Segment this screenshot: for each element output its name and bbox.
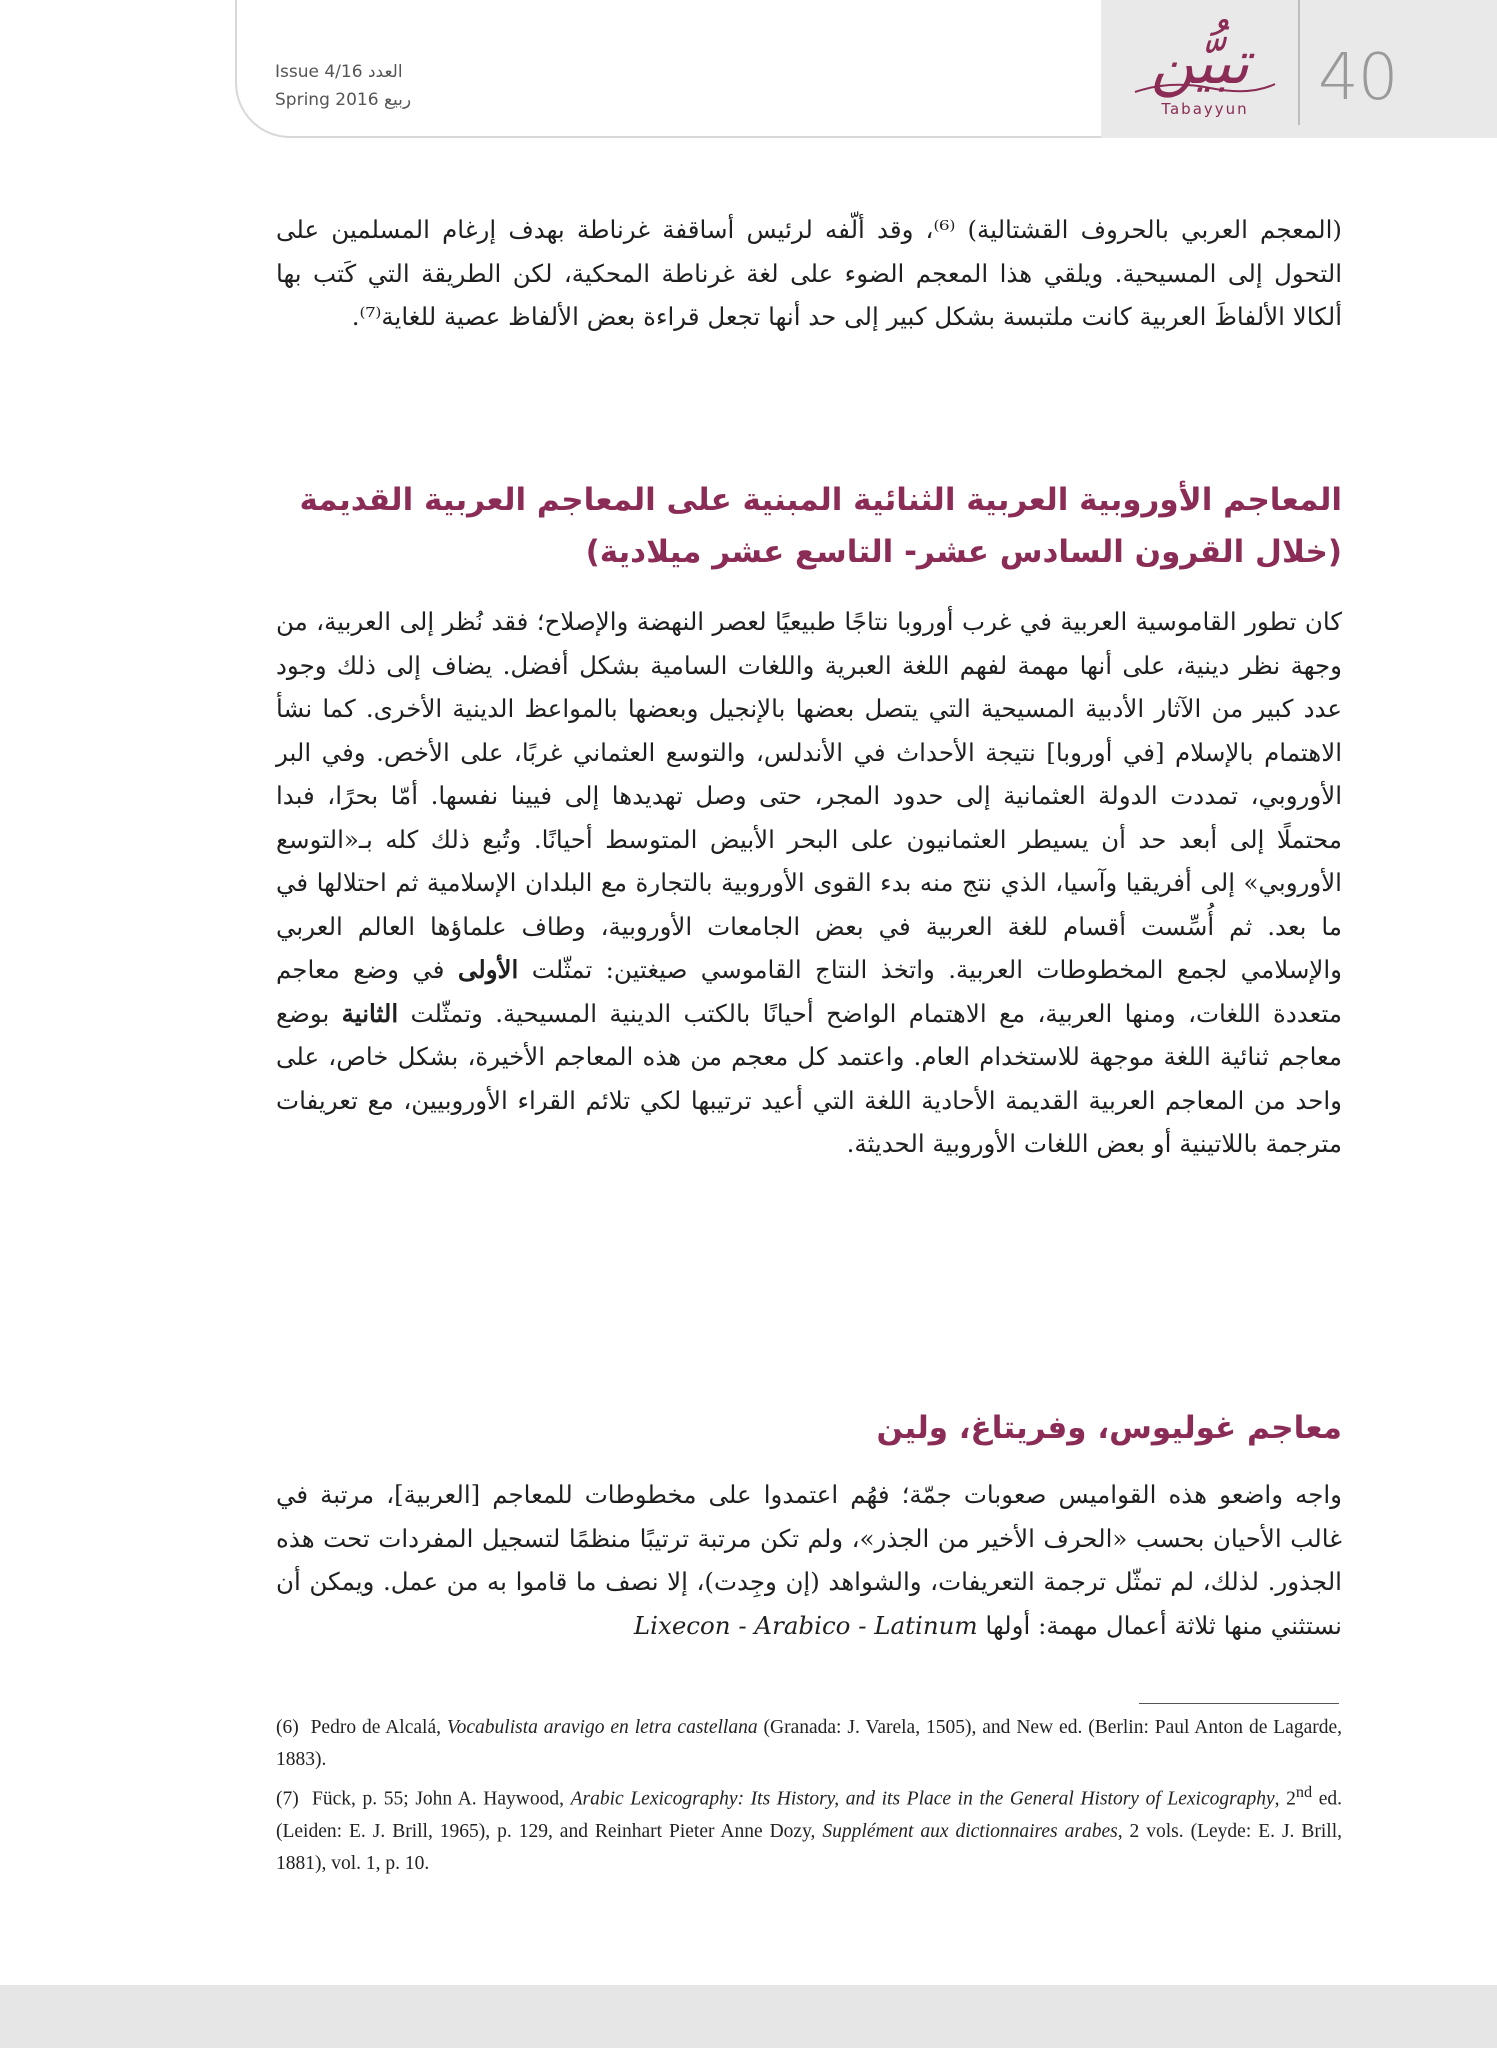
paragraph-2-bold-first: الأولى — [457, 955, 519, 984]
paragraph-3-text — [276, 1473, 1342, 1647]
paragraph-2-part-a: كان تطور القاموسية العربية في غرب أوروبا نتاجًا طبيعيًا لعصر النهضة والإصلاح؛ فقد نُظر إلى العربية، من وجهة نظر دينية، على أنها مهمة لفهم اللغة العبرية واللغات السامية بشكل أفضل. يضاف إلى ذلك وجود عدد كبير من الآثار الأدبية المسيحية التي يتصل بعضها بالإنجيل وبعضها بالمواعظ الدينية الأخرى. كما نشأ الاهتمام بالإسلام [في أوروبا] نتيجة الأحداث في الأندلس، والتوسع العثماني غربًا، على الأخص. وفي البر الأوروبي، تمددت الدولة العثمانية إلى حدود المجر، حتى وصل تهديدها إلى فيينا نفسها. أمّا بحرًا، فبدا محتملًا إلى أبعد حد أن يسيطر العثمانيون على البحر الأبيض المتوسط أحيانًا. وتُبع ذلك كله بـ«التوسع الأوروبي» إلى أفريقيا وآسيا، الذي نتج منه بدء القوى الأوروبية بالتجارة مع البلدان الإسلامية ثم احتلالها في ما بعد. ثم أُسِّست أقسام للغة العربية في بعض الجامعات الأوروبية، وطاف علماؤها العالم العربي والإسلامي لجمع المخطوطات العربية. واتخذ النتاج القاموسي صيغتين: تمثّلت — [276, 607, 1342, 984]
section-heading-2: معاجم غوليوس، وفريتاغ، ولين — [876, 1410, 1342, 1446]
issue-info — [275, 58, 575, 114]
footnote-6-publication: (Granada: J. Varela, 1505), and New ed. (Berlin: Paul Anton de Lagarde, 1883). — [276, 1717, 1343, 1770]
journal-logo-latin: Tabayyun — [1161, 100, 1249, 118]
page-footer-bar — [0, 1985, 1497, 2048]
footnote-7-title-2: Supplément aux dictionnaires arabes — [822, 1820, 1118, 1842]
logo-swoosh-icon — [1130, 78, 1280, 98]
footnote-6-number: (6) — [276, 1717, 299, 1738]
page-number: 40 — [1318, 41, 1398, 115]
paragraph-3 — [276, 1473, 1342, 1647]
footnote-6-title: Vocabulista aravigo en letra castellana — [446, 1717, 758, 1738]
journal-logo: تبيُّن — [1150, 28, 1250, 98]
paragraph-2-part-c: بوضع معاجم ثنائية اللغة موجهة للاستخدام العام. واعتمد كل معجم من هذه المعاجم الأخيرة، بشكل خاص، على واحد من المعاجم العربية القديمة الأحادية اللغة التي أعيد ترتيبها لكي تلائم القراء الأوروبيين، مع تعريفات مترجمة باللاتينية أو بعض اللغات الأوروبية الحديثة. — [276, 998, 1342, 1158]
season-line: Spring 2016 ربيع — [275, 90, 412, 110]
footnote-7-edition: , 2 — [1274, 1788, 1296, 1810]
footnote-6-author: Pedro de Alcalá, — [310, 1717, 441, 1738]
footnote-7-publication: ed. (Leiden: E. J. Brill, 1965), p. 129, and Reinhart Pieter Anne Dozy, — [276, 1788, 1343, 1842]
footnote-7-superscript: nd — [1295, 1783, 1313, 1801]
paragraph-3-part-a: واجه واضعو هذه القواميس صعوبات جمّة؛ فهُم اعتمدوا على مخطوطات للمعاجم [العربية]، مرتبة في غالب الأحيان بحسب «الحرف الأخير من الجذر»، ولم تكن مرتبة ترتيبًا منظمًا لتسجيل المفردات تحت هذه الجذور. لذلك، لم تمثّل ترجمة التعريفات، والشواهد (إن وجِدت)، إلا نصف ما قاموا به من عمل. ويمكن أن نستثني منها ثلاثة أعمال مهمة: أولها — [276, 1480, 1342, 1640]
paragraph-2-part-b: في وضع معاجم متعددة اللغات، ومنها العربية، مع الاهتمام الواضح أحيانًا بالكتب الدينية المسيحية. وتمثّلت — [276, 955, 1342, 1028]
footnote-7 — [276, 1776, 1342, 1880]
footnote-7-publication-2: , 2 vols. (Leyde: E. J. Brill, 1881), vol. 1, p. 10. — [276, 1820, 1342, 1874]
paragraph-2-text — [276, 600, 1342, 1166]
paragraph-2-bold-second: الثانية — [341, 998, 399, 1028]
header-divider — [1298, 0, 1300, 125]
footnote-separator — [1139, 1703, 1339, 1704]
paragraph-3-latin-title: Lixecon - Arabico - Latinum — [633, 1610, 978, 1640]
footnote-7-number: (7) — [276, 1788, 299, 1810]
footnotes — [276, 1712, 1342, 1880]
footnote-7-title-1: Arabic Lexicography: Its History, and its Place in the General History of Lexicography — [570, 1788, 1275, 1810]
section-heading-1: المعاجم الأوروبية العربية الثنائية المبنية على المعاجم العربية القديمة (خلال القرون السادس عشر- التاسع عشر ميلادية) — [299, 482, 1342, 570]
paragraph-1-text: (المعجم العربي بالحروف القشتالية) ⁽⁶⁾، وقد ألّفه لرئيس أساقفة غرناطة بهدف إرغام المسلمين على التحول إلى المسيحية. ويلقي هذا المعجم الضوء على لغة غرناطة المحكية، لكن الطريقة التي كَتب بها ألكالا الألفاظَ العربية كانت ملتبسة بشكل كبير إلى حد أنها تجعل قراءة بعض الألفاظ عصية للغاية⁽⁷⁾. — [276, 215, 1342, 331]
footnote-7-author: Fück, p. 55; John A. Haywood, — [312, 1788, 564, 1810]
paragraph-2 — [276, 600, 1342, 1166]
issue-line: Issue 4/16 العدد — [275, 62, 403, 82]
footnote-6 — [276, 1712, 1342, 1776]
paragraph-1 — [276, 208, 1342, 339]
